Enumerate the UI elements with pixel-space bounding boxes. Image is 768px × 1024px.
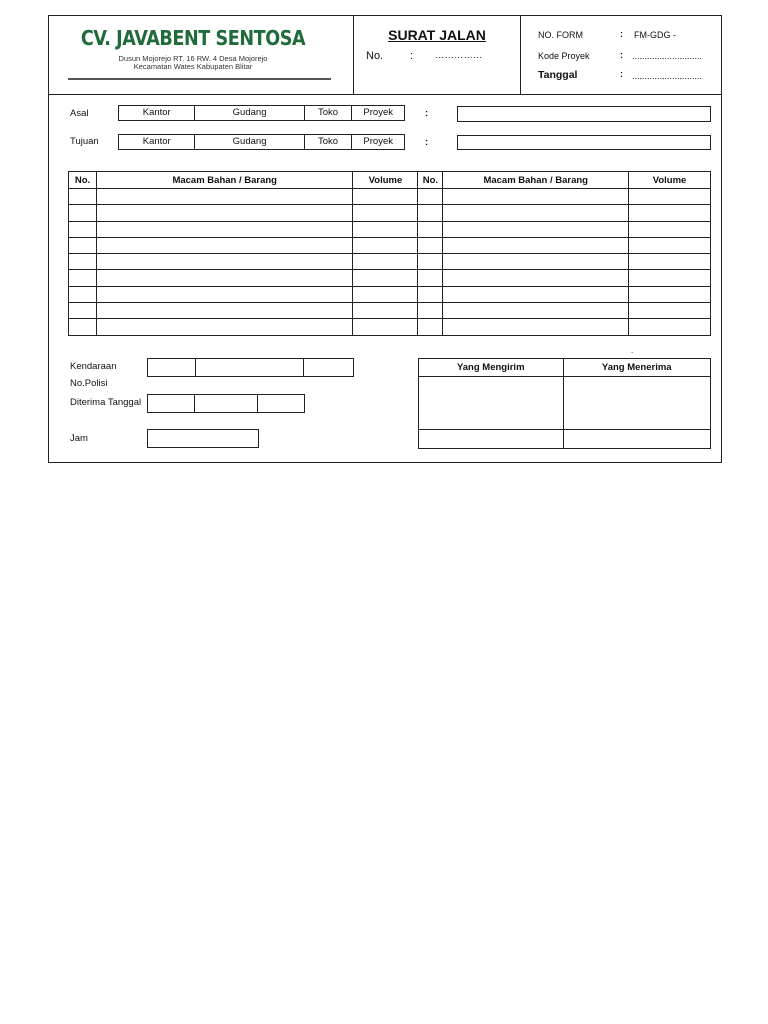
volume-right-cell[interactable]: [629, 221, 711, 237]
signature-table: [418, 358, 711, 449]
no-right-cell[interactable]: [418, 254, 443, 270]
volume-right-cell[interactable]: [629, 303, 711, 319]
volume-left-cell[interactable]: [353, 286, 418, 302]
no-value: ……………: [435, 50, 483, 61]
col-header-item-left: Macam Bahan / Barang: [96, 172, 353, 189]
table-row: [69, 303, 711, 319]
items-table: [68, 171, 711, 336]
item-right-cell[interactable]: [443, 270, 629, 286]
diterima-day-field[interactable]: [148, 395, 195, 412]
no-left-cell[interactable]: [69, 319, 97, 335]
kendaraan-field-2[interactable]: [196, 359, 305, 376]
company-address-line2: Kecamatan Wates Kabupaten Blitar: [133, 62, 253, 71]
kode-proyek-colon: :: [620, 50, 623, 60]
no-label: No.: [366, 50, 384, 62]
volume-right-cell[interactable]: [629, 319, 711, 335]
tujuan-label: Tujuan: [70, 136, 99, 147]
no-left-cell[interactable]: [69, 254, 97, 270]
tujuan-option-proyek[interactable]: Proyek: [363, 136, 393, 147]
item-right-cell[interactable]: [443, 286, 629, 302]
tujuan-option-toko[interactable]: Toko: [305, 135, 353, 149]
company-address-line1: Dusun Mojorejo RT. 16 RW. 4 Desa Mojorejo: [118, 54, 268, 63]
tanggal-colon: :: [620, 69, 623, 79]
volume-left-cell[interactable]: [353, 319, 418, 335]
company-name: CV. JAVABENT SENTOSA: [80, 26, 306, 50]
no-right-cell[interactable]: [418, 205, 443, 221]
items-table-header: [69, 172, 711, 189]
item-right-cell[interactable]: [443, 205, 629, 221]
volume-left-cell[interactable]: [353, 205, 418, 221]
sender-signature-area[interactable]: [419, 377, 564, 430]
kendaraan-field-3[interactable]: [304, 359, 353, 376]
kendaraan-label: Kendaraan: [70, 361, 117, 372]
jam-field[interactable]: [147, 429, 259, 448]
table-row: [69, 221, 711, 237]
tujuan-option-gudang[interactable]: Gudang: [195, 135, 304, 149]
tujuan-detail-field[interactable]: [457, 135, 711, 150]
no-left-cell[interactable]: [69, 189, 97, 205]
volume-right-cell[interactable]: [629, 237, 711, 253]
item-right-cell[interactable]: [443, 237, 629, 253]
tanggal-value[interactable]: ............................: [632, 71, 703, 81]
no-right-cell[interactable]: [418, 237, 443, 253]
volume-right-cell[interactable]: [629, 270, 711, 286]
no-right-cell[interactable]: [418, 319, 443, 335]
tujuan-options: [118, 134, 405, 150]
volume-left-cell[interactable]: [353, 303, 418, 319]
tanggal-label: Tanggal: [538, 69, 578, 81]
kode-proyek-value[interactable]: ............................: [632, 51, 703, 61]
no-right-cell[interactable]: [418, 286, 443, 302]
receiver-signature-area[interactable]: [563, 377, 711, 430]
item-right-cell[interactable]: [443, 303, 629, 319]
col-header-item-right: Macam Bahan / Barang: [443, 172, 629, 189]
volume-right-cell[interactable]: [629, 189, 711, 205]
diterima-tanggal-fields: [147, 394, 305, 413]
item-left-cell[interactable]: [96, 319, 353, 335]
kendaraan-field-1[interactable]: [148, 359, 196, 376]
table-row: [69, 270, 711, 286]
tujuan-option-kantor[interactable]: Kantor: [119, 135, 195, 149]
item-right-cell[interactable]: [443, 221, 629, 237]
item-right-cell[interactable]: [443, 319, 629, 335]
sender-header: Yang Mengirim: [419, 359, 564, 377]
volume-left-cell[interactable]: [353, 221, 418, 237]
volume-left-cell[interactable]: [353, 254, 418, 270]
company-underline: [68, 78, 331, 80]
header-divider-2: [520, 15, 521, 94]
volume-right-cell[interactable]: [629, 205, 711, 221]
asal-options: [118, 105, 405, 121]
item-left-cell[interactable]: [96, 303, 353, 319]
header-bottom-line: [48, 94, 722, 95]
item-left-cell[interactable]: [96, 205, 353, 221]
col-header-no-right: No.: [418, 172, 443, 189]
no-left-cell[interactable]: [69, 237, 97, 253]
item-left-cell[interactable]: [96, 221, 353, 237]
table-row: [69, 189, 711, 205]
no-form-value: FM-GDG -: [634, 30, 676, 40]
item-left-cell[interactable]: [96, 254, 353, 270]
jam-label: Jam: [70, 433, 88, 444]
item-left-cell[interactable]: [96, 237, 353, 253]
asal-option-proyek[interactable]: Proyek: [363, 107, 393, 118]
no-polisi-label: No.Polisi: [70, 378, 108, 389]
asal-option-toko[interactable]: Toko: [305, 106, 353, 120]
no-right-cell[interactable]: [418, 303, 443, 319]
no-right-cell[interactable]: [418, 270, 443, 286]
stray-dot: .: [631, 346, 634, 355]
table-row: [69, 254, 711, 270]
col-header-no-left: No.: [69, 172, 97, 189]
no-left-cell[interactable]: [69, 221, 97, 237]
no-form-colon: :: [620, 29, 623, 39]
no-colon: :: [410, 50, 414, 62]
asal-colon: :: [425, 108, 429, 119]
table-row: [69, 205, 711, 221]
no-right-cell[interactable]: [418, 189, 443, 205]
table-row: [69, 237, 711, 253]
table-row: [69, 286, 711, 302]
kendaraan-fields: [147, 358, 354, 377]
item-left-cell[interactable]: [96, 286, 353, 302]
no-left-cell[interactable]: [69, 270, 97, 286]
diterima-year-field[interactable]: [258, 395, 304, 412]
no-form-label: NO. FORM: [538, 30, 583, 40]
asal-label: Asal: [70, 108, 89, 119]
col-header-volume-left: Volume: [353, 172, 418, 189]
asal-option-kantor[interactable]: Kantor: [119, 106, 195, 120]
receiver-name-field[interactable]: [563, 430, 711, 449]
document-title: SURAT JALAN: [388, 27, 486, 43]
item-right-cell[interactable]: [443, 189, 629, 205]
volume-left-cell[interactable]: [353, 237, 418, 253]
asal-detail-field[interactable]: [457, 106, 711, 122]
item-right-cell[interactable]: [443, 254, 629, 270]
volume-right-cell[interactable]: [629, 286, 711, 302]
no-right-cell[interactable]: [418, 221, 443, 237]
volume-right-cell[interactable]: [629, 254, 711, 270]
kode-proyek-label: Kode Proyek: [538, 51, 590, 61]
no-left-cell[interactable]: [69, 205, 97, 221]
no-left-cell[interactable]: [69, 303, 97, 319]
sender-name-field[interactable]: [419, 430, 564, 449]
asal-option-gudang[interactable]: Gudang: [195, 106, 304, 120]
diterima-tanggal-label: Diterima Tanggal: [70, 397, 142, 408]
col-header-volume-right: Volume: [629, 172, 711, 189]
item-left-cell[interactable]: [96, 270, 353, 286]
receiver-header: Yang Menerima: [563, 359, 711, 377]
tujuan-colon: :: [425, 137, 429, 148]
table-row: [69, 319, 711, 335]
no-left-cell[interactable]: [69, 286, 97, 302]
volume-left-cell[interactable]: [353, 270, 418, 286]
volume-left-cell[interactable]: [353, 189, 418, 205]
diterima-month-field[interactable]: [195, 395, 257, 412]
item-left-cell[interactable]: [96, 189, 353, 205]
